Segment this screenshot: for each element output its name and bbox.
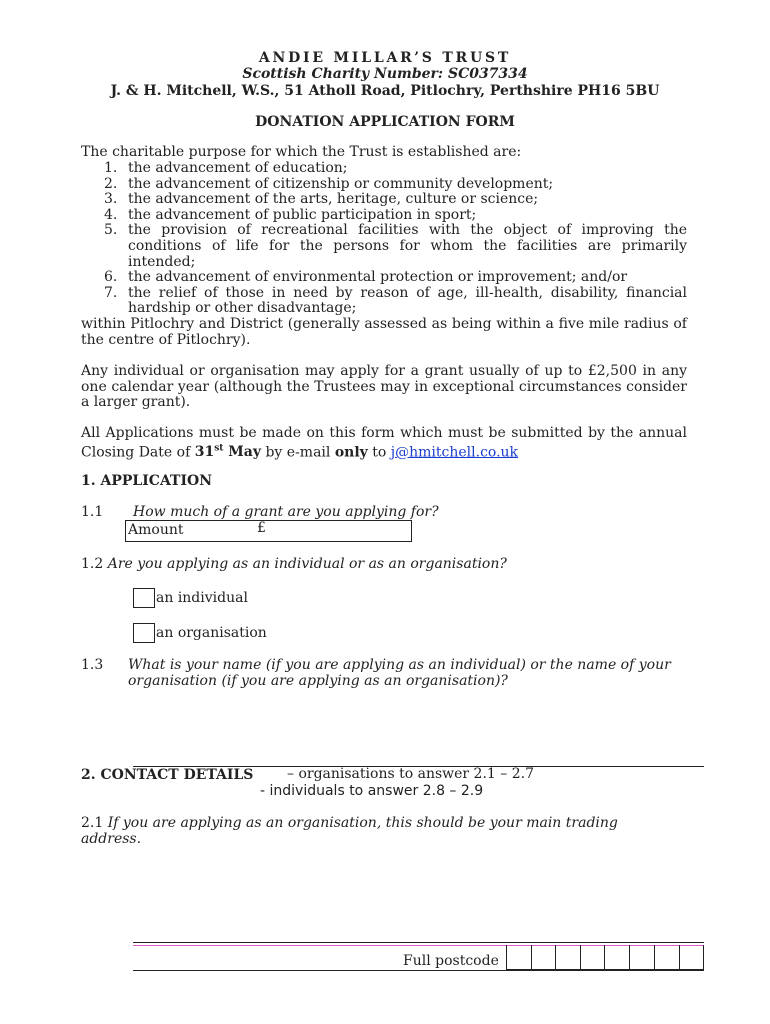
section-2-note-organisations: – organisations to answer 2.1 – 2.7 <box>287 766 534 782</box>
list-text: the advancement of environmental protection or improvement; and/or <box>128 269 628 286</box>
question-1-2 <box>81 557 507 573</box>
closing-date-month: May <box>223 444 261 461</box>
question-1-2-text: Are you applying as an individual or as an organisation? <box>107 556 507 572</box>
postcode-cell <box>555 945 556 970</box>
list-number: 4. <box>104 206 118 223</box>
list-text: the advancement of citizenship or community development; <box>128 175 554 192</box>
form-title: DONATION APPLICATION FORM <box>255 114 515 130</box>
question-1-2-number: 1.2 <box>81 556 104 572</box>
question-2-1-text: If you are applying as an organisation, this should be your main trading address. <box>81 815 618 847</box>
section-2-heading: 2. CONTACT DETAILS <box>81 767 254 783</box>
organisation-label: an organisation <box>156 625 267 641</box>
section-2-note-individuals: - individuals to answer 2.8 – 2.9 <box>260 783 484 799</box>
question-1-1-number: 1.1 <box>81 504 104 520</box>
address-answer-line[interactable] <box>133 942 704 943</box>
list-item <box>81 270 687 286</box>
postcode-cell <box>629 945 630 970</box>
charity-number: Scottish Charity Number: SC037334 <box>242 66 528 82</box>
closing-paragraph <box>81 426 687 461</box>
section-1-heading: 1. APPLICATION <box>81 473 212 489</box>
closing-text-1: All Applications must be made on this form which must be submitted by the annual Closing Date of <box>81 425 687 461</box>
amount-field[interactable] <box>125 520 412 542</box>
organisation-checkbox[interactable] <box>133 623 155 643</box>
list-number: 3. <box>104 191 118 208</box>
list-text: the provision of recreational facilities with the object of improving the conditions of life for the persons for whom the facilities are primarily intended; <box>128 222 687 270</box>
list-item <box>81 161 687 177</box>
purposes-outro: within Pitlochry and District (generally assessed as being within a five mile radius of the centre of Pitlochry). <box>81 316 687 348</box>
list-text: the advancement of public participation in sport; <box>128 206 477 223</box>
list-item <box>81 223 687 270</box>
list-text: the advancement of the arts, heritage, culture or science; <box>128 191 539 208</box>
list-number: 1. <box>104 160 118 176</box>
list-item <box>81 177 687 193</box>
list-number: 7. <box>104 284 118 301</box>
postcode-cell <box>604 945 605 970</box>
list-number: 2. <box>104 175 118 192</box>
grant-paragraph: Any individual or organisation may apply for a grant usually of up to £2,500 in any one calendar year (although the Trustees may in exceptional circumstances consider a larger grant). <box>81 363 687 411</box>
postcode-cell <box>506 945 507 970</box>
closing-date-suffix: st <box>214 443 224 454</box>
postcode-cell <box>580 945 581 970</box>
list-text: the advancement of education; <box>128 160 348 176</box>
closing-text-2: by e-mail <box>261 444 335 461</box>
question-2-1-number: 2.1 <box>81 815 104 831</box>
list-text: the relief of those in need by reason of age, ill-health, disability, financial hardship or other disadvantage; <box>128 284 687 317</box>
closing-date-number: 31 <box>194 444 215 461</box>
postcode-cell <box>654 945 655 970</box>
individual-label: an individual <box>156 590 248 606</box>
postcode-field[interactable] <box>506 945 704 970</box>
closing-only: only <box>334 444 368 461</box>
closing-text-3: to <box>367 444 391 461</box>
postcode-label: Full postcode <box>403 953 499 969</box>
amount-label: Amount <box>128 522 184 538</box>
postcode-cell <box>531 945 532 970</box>
list-item <box>81 192 687 208</box>
list-number: 5. <box>104 222 118 239</box>
email-link[interactable]: j@hmitchell.co.uk <box>390 444 519 461</box>
currency-symbol: £ <box>257 520 266 536</box>
list-number: 6. <box>104 269 118 286</box>
question-1-1-text: How much of a grant are you applying for? <box>133 504 439 520</box>
individual-checkbox[interactable] <box>133 588 155 608</box>
trust-name: ANDIE MILLAR’S TRUST <box>258 50 512 66</box>
postcode-bottom-line <box>133 970 704 971</box>
trust-address: J. & H. Mitchell, W.S., 51 Atholl Road, Pitlochry, Perthshire PH16 5BU <box>110 83 660 99</box>
purposes-intro: The charitable purpose for which the Trust is established are: <box>81 144 522 160</box>
question-1-3-number: 1.3 <box>81 657 104 673</box>
list-item <box>81 208 687 224</box>
purposes-list <box>81 161 687 317</box>
postcode-cell <box>679 945 680 970</box>
question-1-3-text: What is your name (if you are applying as an individual) or the name of your organisation (if you are applying as an organisation)? <box>128 657 671 689</box>
question-2-1 <box>81 816 641 847</box>
list-item <box>81 286 687 317</box>
